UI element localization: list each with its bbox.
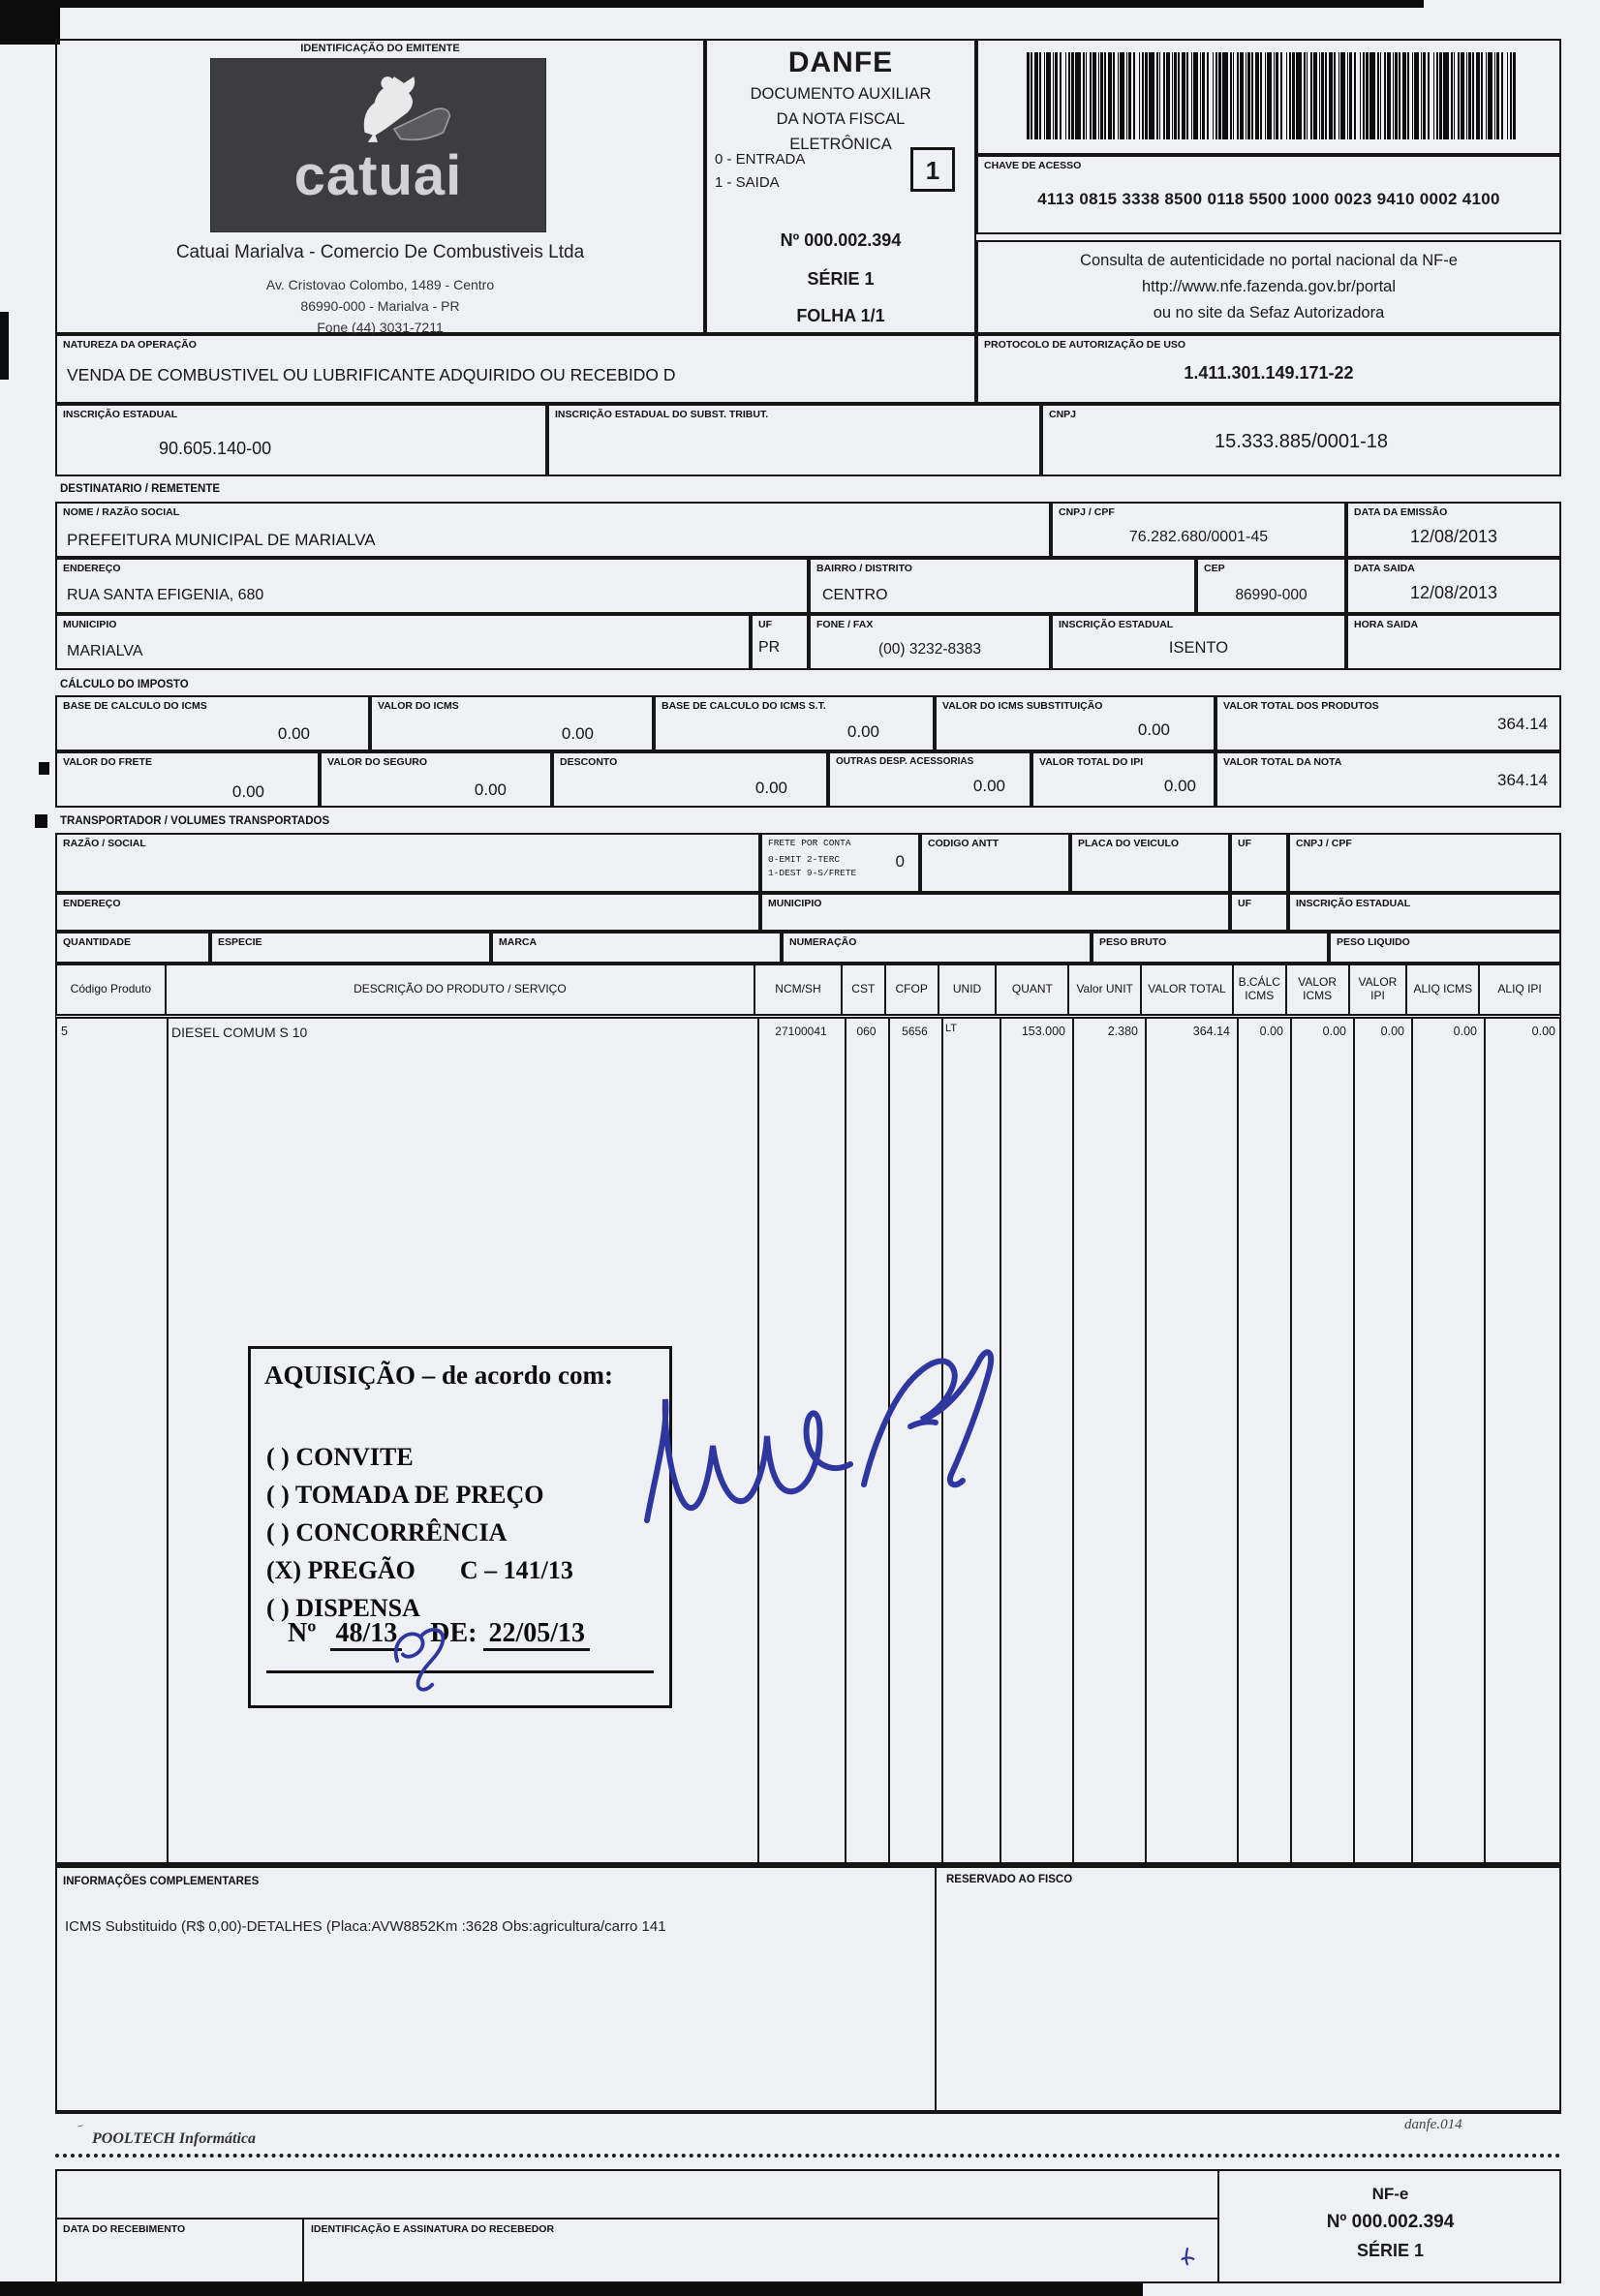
table-column-line [1484, 1019, 1486, 1862]
dest-fone-box [809, 614, 1051, 670]
transp-uf-box [1230, 833, 1288, 893]
receipt-vline2 [302, 2218, 304, 2281]
protocolo-value: 1.411.301.149.171-22 [1184, 363, 1354, 383]
produto-unid: LT [945, 1023, 958, 1034]
produto-bcalc-icms: 0.00 [1259, 1025, 1283, 1038]
dest-nome-box [55, 502, 1051, 558]
dest-endereco-value: RUA SANTA EFIGENIA, 680 [67, 587, 264, 603]
transp-cnpj-box [1288, 833, 1561, 893]
produto-valor-ipi: 0.00 [1380, 1025, 1404, 1038]
produtos-header-codigo: Código Produto [57, 965, 167, 1014]
protocolo-label: PROTOCOLO DE AUTORIZAÇÃO DE USO [984, 339, 1186, 351]
produtos-header-valor-unit: Valor UNIT [1069, 965, 1142, 1014]
dest-ie-value: ISENTO [1168, 639, 1229, 657]
dest-bairro-label: BAIRRO / DISTRITO [816, 563, 912, 574]
imposto-total-nota-value: 364.14 [1497, 771, 1548, 789]
stamp-numero-label: Nº [288, 1618, 317, 1648]
info-section-label: INFORMAÇÕES COMPLEMENTARES [63, 1876, 260, 1887]
dest-saida-box [1346, 558, 1561, 614]
dest-uf-box [751, 614, 809, 670]
imposto-ipi-box [1031, 751, 1215, 808]
transp-marca-label: MARCA [499, 936, 538, 948]
produtos-header-row [55, 964, 1561, 1019]
ie-subst-box [547, 404, 1041, 476]
transp-uf-label: UF [1238, 838, 1251, 849]
barcode-bars [1027, 52, 1516, 139]
produtos-header-vipi: VALOR IPI [1350, 965, 1408, 1014]
stamp-pregao-ref: C – 141/13 [459, 1556, 573, 1584]
dest-ie-box [1051, 614, 1346, 670]
chave-value: 4113 0815 3338 8500 0118 5500 1000 0023 9410 0002 4100 [1037, 190, 1500, 208]
scan-artifact-left [0, 312, 9, 380]
imposto-frete-box [55, 751, 320, 808]
transp-frete-line1: 0-EMIT 2-TERC [768, 854, 841, 865]
transp-frete-box [760, 833, 920, 893]
stamp-option-tomada: ( ) TOMADA DE PREÇO [266, 1481, 544, 1509]
table-column-line [1353, 1019, 1355, 1862]
produto-cst: 060 [856, 1025, 877, 1038]
produto-descricao: DIESEL COMUM S 10 [171, 1025, 308, 1040]
info-text: ICMS Substituido (R$ 0,00)-DETALHES (Placa:AVW8852Km :3628 Obs:agricultura/carro 141 [65, 1918, 666, 1935]
ie-label: INSCRIÇÃO ESTADUAL [63, 409, 178, 420]
dest-cep-label: CEP [1204, 563, 1225, 574]
chave-box [976, 155, 1561, 234]
imposto-desconto-label: DESCONTO [560, 756, 618, 768]
dest-hora-label: HORA SAIDA [1354, 619, 1419, 630]
imposto-total-produtos-value: 364.14 [1497, 715, 1548, 733]
dest-cep-box [1196, 558, 1346, 614]
scan-artifact-dot1 [39, 762, 49, 775]
dest-cnpj-box [1051, 502, 1346, 558]
scan-artifact-bottom [0, 2281, 1143, 2296]
stamp-title: AQUISIÇÃO – de acordo com: [264, 1361, 613, 1390]
dest-emissao-box [1346, 502, 1561, 558]
dest-nome-label: NOME / RAZÃO SOCIAL [63, 506, 180, 518]
emitente-panel [55, 39, 705, 334]
transp-frete-value: 0 [895, 852, 905, 871]
produtos-header-cfop: CFOP [886, 965, 939, 1014]
produto-valor-unit: 2.380 [1107, 1025, 1138, 1038]
dest-endereco-box [55, 558, 809, 614]
produtos-header-bcalc: B.CÁLC ICMS [1234, 965, 1287, 1014]
transp-razao-box [55, 833, 760, 893]
cnpj-box [1041, 404, 1561, 476]
imposto-icms-subst-label: VALOR DO ICMS SUBSTITUIÇÃO [942, 700, 1103, 712]
imposto-outras-label: OUTRAS DESP. ACESSORIAS [836, 756, 974, 767]
imposto-bc-icms-value: 0.00 [277, 724, 310, 743]
dest-saida-label: DATA SAIDA [1354, 563, 1415, 574]
dest-hora-box [1346, 614, 1561, 670]
produtos-header-ncm: NCM/SH [755, 965, 843, 1014]
imposto-desconto-value: 0.00 [754, 779, 787, 797]
transp-municipio-box [760, 893, 1230, 932]
transp-peso-liquido-label: PESO LIQUIDO [1337, 936, 1410, 948]
receipt-ink-mark [1179, 2247, 1196, 2270]
consulta-line1: Consulta de autenticidade no portal nacional da NF-e [1080, 252, 1458, 269]
dest-fone-value: (00) 3232-8383 [878, 641, 981, 658]
transp-cnpj-label: CNPJ / CPF [1296, 838, 1352, 849]
produto-quant: 153.000 [1021, 1025, 1065, 1038]
danfe-serie: SÉRIE 1 [807, 269, 875, 289]
produtos-header-unid: UNID [939, 965, 998, 1014]
transp-razao-label: RAZÃO / SOCIAL [63, 838, 146, 849]
protocolo-box [976, 334, 1561, 404]
transp-quantidade-label: QUANTIDADE [63, 936, 131, 948]
imposto-frete-value: 0.00 [231, 782, 264, 801]
table-column-line [1145, 1019, 1147, 1862]
transp-especie-box [210, 932, 491, 964]
table-column-line [1411, 1019, 1413, 1862]
imposto-total-nota-label: VALOR TOTAL DA NOTA [1223, 756, 1342, 768]
imposto-total-produtos-box [1215, 695, 1561, 751]
imposto-seguro-box [320, 751, 552, 808]
imposto-section-label: CÁLCULO DO IMPOSTO [60, 679, 189, 690]
receipt-nfe-label: NF-e [1371, 2185, 1409, 2203]
produtos-header-aliq-icms: ALIQ ICMS [1407, 965, 1480, 1014]
table-column-line [1290, 1019, 1292, 1862]
emitente-address2: 86990-000 - Marialva - PR [300, 298, 460, 314]
receipt-nfe-numero: Nº 000.002.394 [1326, 2212, 1455, 2232]
imposto-frete-label: VALOR DO FRETE [63, 756, 152, 768]
danfe-entrada-label: 0 - ENTRADA [715, 151, 806, 168]
imposto-desconto-box [552, 751, 828, 808]
table-column-line [1072, 1019, 1074, 1862]
produto-aliq-icms: 0.00 [1453, 1025, 1477, 1038]
scan-artifact-top [0, 0, 1424, 8]
aquisicao-stamp [248, 1346, 672, 1708]
produtos-header-aliq-ipi: ALIQ IPI [1497, 982, 1542, 996]
dest-fone-label: FONE / FAX [816, 619, 874, 630]
emitente-phone: Fone (44) 3031-7211 [317, 320, 444, 335]
ie-value: 90.605.140-00 [159, 439, 272, 458]
imposto-total-produtos-label: VALOR TOTAL DOS PRODUTOS [1223, 700, 1379, 712]
natureza-label: NATUREZA DA OPERAÇÃO [63, 339, 197, 351]
transp-ie-box [1288, 893, 1561, 932]
info-complementares-box [55, 1864, 1561, 2114]
dest-municipio-label: MUNICIPIO [63, 619, 117, 630]
perforation-line [55, 2154, 1561, 2158]
produtos-header-cst: CST [843, 965, 886, 1014]
transp-placa-label: PLACA DO VEICULO [1078, 838, 1180, 849]
footer-doc-ref: danfe.014 [1404, 2117, 1462, 2132]
receipt-hline [57, 2218, 1217, 2219]
chave-label: CHAVE DE ACESSO [984, 160, 1082, 171]
produtos-header-quant: QUANT [997, 965, 1069, 1014]
dest-emissao-label: DATA DA EMISSÃO [1354, 506, 1448, 518]
transp-antt-label: CODIGO ANTT [928, 838, 1000, 849]
dest-endereco-label: ENDEREÇO [63, 563, 121, 574]
transp-endereco-label: ENDEREÇO [63, 898, 121, 909]
imposto-seguro-label: VALOR DO SEGURO [327, 756, 428, 768]
fisco-label: RESERVADO AO FISCO [946, 1874, 1073, 1885]
table-column-line [1237, 1019, 1239, 1862]
danfe-folha: FOLHA 1/1 [796, 306, 885, 325]
assinatura-label: IDENTIFICAÇÃO E ASSINATURA DO RECEBEDOR [311, 2223, 555, 2235]
danfe-numero: Nº 000.002.394 [780, 230, 902, 250]
stamp-signature-line [266, 1670, 654, 1673]
transp-peso-bruto-label: PESO BRUTO [1099, 936, 1167, 948]
imposto-icms-subst-value: 0.00 [1137, 720, 1170, 739]
dest-cnpj-value: 76.282.680/0001-45 [1128, 529, 1269, 545]
scan-artifact-dot2 [35, 814, 47, 828]
table-column-line [167, 1019, 169, 1862]
consulta-box [976, 240, 1561, 334]
natureza-box [55, 334, 976, 404]
dest-ie-label: INSCRIÇÃO ESTADUAL [1059, 619, 1174, 630]
transp-especie-label: ESPECIE [218, 936, 262, 948]
imposto-total-nota-box [1215, 751, 1561, 808]
dest-cep-value: 86990-000 [1235, 587, 1308, 603]
stamp-initials-ink [377, 1610, 460, 1698]
dest-nome-value: PREFEITURA MUNICIPAL DE MARIALVA [67, 531, 376, 549]
natureza-value: VENDA DE COMBUSTIVEL OU LUBRIFICANTE ADQUIRIDO OU RECEBIDO D [67, 365, 676, 384]
scan-artifact-corner [0, 0, 60, 45]
emitente-name: Catuai Marialva - Comercio De Combustiveis Ltda [175, 242, 585, 262]
stamp-option-dispensa: ( ) DISPENSA [266, 1594, 420, 1622]
transp-frete-label: FRETE POR CONTA [768, 838, 851, 848]
transp-frete-line2: 1-DEST 9-S/FRETE [768, 868, 857, 878]
logo-wordmark: catuai [293, 144, 463, 207]
logo-jockey-icon [232, 67, 523, 152]
dest-municipio-box [55, 614, 751, 670]
transp-placa-box [1070, 833, 1230, 893]
imposto-bc-icms-box [55, 695, 370, 751]
transp-endereco-box [55, 893, 760, 932]
recebimento-label: DATA DO RECEBIMENTO [63, 2223, 186, 2235]
imposto-icms-subst-box [935, 695, 1215, 751]
danfe-saida-label: 1 - SAIDA [715, 174, 780, 191]
transp-uf2-label: UF [1238, 898, 1251, 909]
produtos-header-valor-total: VALOR TOTAL [1142, 965, 1234, 1014]
imposto-icms-value: 0.00 [561, 724, 594, 743]
produto-cfop: 5656 [902, 1025, 928, 1038]
transp-peso-bruto-box [1092, 932, 1329, 964]
imposto-icms-box [370, 695, 654, 751]
transp-antt-box [920, 833, 1070, 893]
imposto-ipi-label: VALOR TOTAL DO IPI [1039, 756, 1144, 768]
stamp-de-label: DE: [430, 1618, 477, 1648]
dest-uf-value: PR [758, 639, 781, 656]
transp-numeracao-box [782, 932, 1092, 964]
produto-aliq-ipi: 0.00 [1531, 1025, 1555, 1038]
info-divider [935, 1868, 937, 2110]
imposto-outras-value: 0.00 [972, 777, 1005, 795]
dest-bairro-value: CENTRO [822, 587, 888, 603]
imposto-bc-st-label: BASE DE CALCULO DO ICMS S.T. [662, 700, 826, 712]
footer-vendor-flourish: ~ [76, 2120, 86, 2133]
transp-uf2-box [1230, 893, 1288, 932]
imposto-bc-st-value: 0.00 [846, 722, 879, 741]
transp-marca-box [491, 932, 782, 964]
dest-emissao-value: 12/08/2013 [1409, 527, 1498, 546]
barcode-box [976, 39, 1561, 155]
ie-box [55, 404, 547, 476]
dest-cnpj-label: CNPJ / CPF [1059, 506, 1115, 518]
emitente-address1: Av. Cristovao Colombo, 1489 - Centro [265, 277, 495, 292]
stamp-option-convite: ( ) CONVITE [266, 1443, 414, 1471]
produto-valor-icms: 0.00 [1322, 1025, 1346, 1038]
dest-saida-value: 12/08/2013 [1409, 583, 1498, 602]
receipt-strip [55, 2169, 1561, 2283]
produtos-header-descricao: DESCRIÇÃO DO PRODUTO / SERVIÇO [167, 965, 755, 1014]
company-logo [210, 58, 546, 232]
ie-subst-label: INSCRIÇÃO ESTADUAL DO SUBST. TRIBUT. [555, 409, 769, 420]
handwritten-signature-ink [620, 1322, 1007, 1535]
imposto-outras-box [828, 751, 1031, 808]
transp-ie-label: INSCRIÇÃO ESTADUAL [1296, 898, 1411, 909]
imposto-bc-icms-label: BASE DE CALCULO DO ICMS [63, 700, 207, 712]
stamp-option-pregao-text: (X) PREGÃO [266, 1556, 415, 1584]
transp-municipio-label: MUNICIPIO [768, 898, 822, 909]
receipt-nfe-serie: SÉRIE 1 [1356, 2241, 1425, 2260]
stamp-option-pregao [266, 1551, 573, 1589]
produto-valor-total: 364.14 [1192, 1025, 1230, 1038]
consulta-line3: ou no site da Sefaz Autorizadora [1153, 304, 1385, 321]
cnpj-value: 15.333.885/0001-18 [1214, 431, 1389, 452]
produto-ncm: 27100041 [775, 1025, 827, 1038]
transp-quantidade-box [55, 932, 210, 964]
transp-numeracao-label: NUMERAÇÃO [789, 936, 857, 948]
transp-peso-liquido-box [1329, 932, 1561, 964]
danfe-panel [705, 39, 976, 334]
imposto-bc-st-box [654, 695, 935, 751]
imposto-ipi-value: 0.00 [1163, 777, 1196, 795]
stamp-numero-value: 48/13 [330, 1618, 402, 1651]
emitente-section-label: IDENTIFICAÇÃO DO EMITENTE [300, 43, 460, 54]
produto-codigo: 5 [61, 1025, 68, 1038]
danfe-subtitle1: DOCUMENTO AUXILIAR [750, 85, 932, 103]
dest-municipio-value: MARIALVA [67, 643, 143, 659]
danfe-tipo-box: 1 [910, 147, 955, 192]
imposto-icms-label: VALOR DO ICMS [378, 700, 459, 712]
dest-bairro-box [809, 558, 1196, 614]
stamp-data-value: 22/05/13 [483, 1618, 590, 1651]
destinatario-section-label: DESTINATARIO / REMETENTE [60, 483, 221, 495]
dest-uf-label: UF [758, 619, 772, 630]
imposto-seguro-value: 0.00 [474, 781, 507, 799]
produtos-header-vicms: VALOR ICMS [1287, 965, 1350, 1014]
stamp-option-concorrencia: ( ) CONCORRÊNCIA [266, 1518, 508, 1546]
cnpj-label: CNPJ [1049, 409, 1077, 420]
footer-vendor: POOLTECH Informática [92, 2130, 257, 2147]
danfe-subtitle3: ELETRÔNICA [789, 136, 892, 153]
transportador-section-label: TRANSPORTADOR / VOLUMES TRANSPORTADOS [60, 815, 330, 827]
danfe-title: DANFE [787, 46, 894, 78]
danfe-subtitle2: DA NOTA FISCAL [776, 110, 906, 128]
consulta-line2: http://www.nfe.fazenda.gov.br/portal [1141, 278, 1396, 295]
